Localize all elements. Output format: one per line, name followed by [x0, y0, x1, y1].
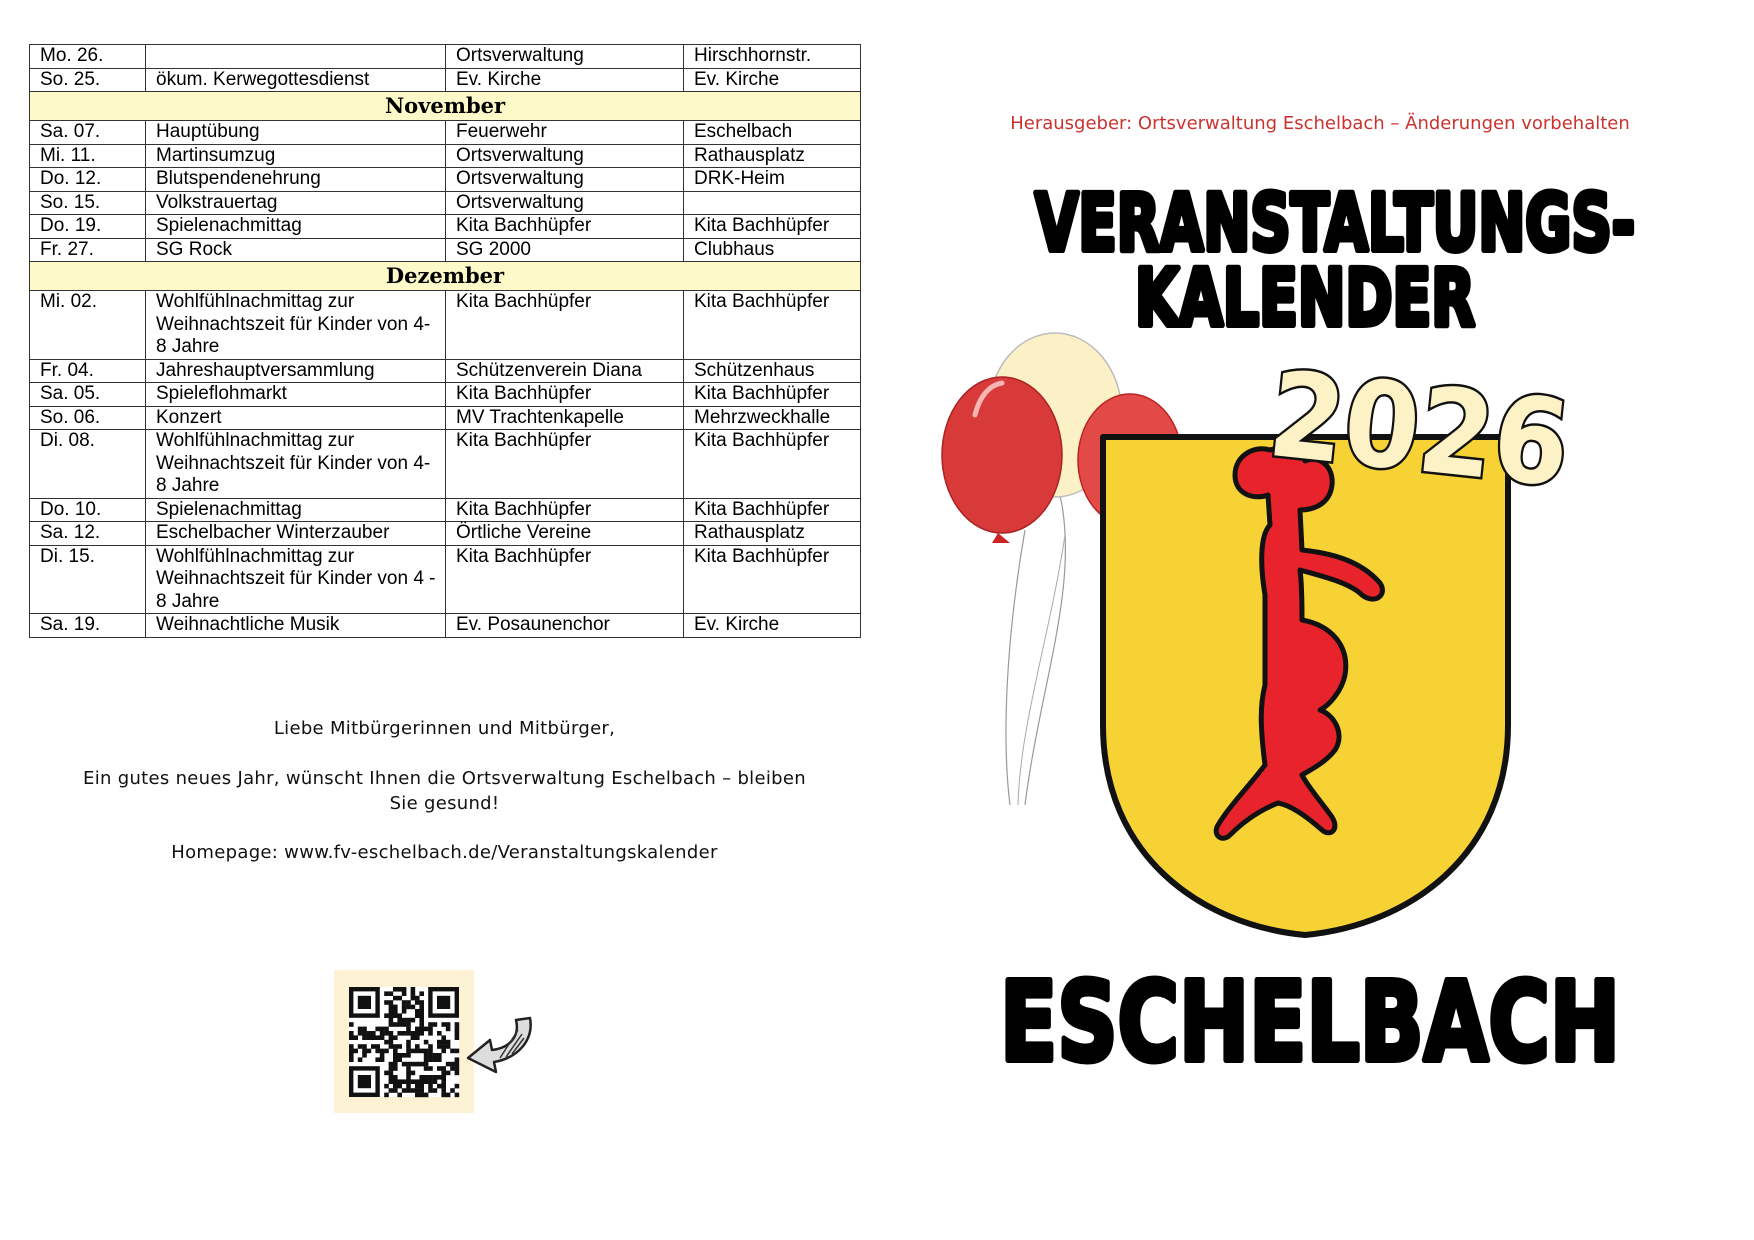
- publisher-note: Herausgeber: Ortsverwaltung Eschelbach – Änderungen vorbehalten: [1010, 113, 1630, 134]
- event-row: [30, 614, 861, 638]
- event-row: [30, 545, 861, 614]
- event-organizer-cell: Ortsverwaltung: [446, 168, 684, 192]
- event-date-cell: Do. 19.: [30, 215, 146, 239]
- event-event-cell: Blutspendenehrung: [146, 168, 446, 192]
- event-row: [30, 430, 861, 499]
- event-organizer-cell: SG 2000: [446, 238, 684, 262]
- event-location-cell: Ev. Kirche: [684, 68, 861, 92]
- month-label: Dezember: [30, 262, 861, 291]
- event-location-cell: Kita Bachhüpfer: [684, 498, 861, 522]
- event-location-cell: Rathausplatz: [684, 522, 861, 546]
- event-event-cell: Volkstrauertag: [146, 191, 446, 215]
- event-date-cell: Sa. 12.: [30, 522, 146, 546]
- event-row: [30, 291, 861, 360]
- event-row: [30, 215, 861, 239]
- event-location-cell: Rathausplatz: [684, 144, 861, 168]
- event-location-cell: Ev. Kirche: [684, 614, 861, 638]
- event-row: [30, 68, 861, 92]
- event-event-cell: SG Rock: [146, 238, 446, 262]
- event-event-cell: Wohlfühlnachmittag zur Weihnachtszeit für Kinder von 4- 8 Jahre: [146, 291, 446, 360]
- event-organizer-cell: Ortsverwaltung: [446, 144, 684, 168]
- coat-of-arms: [1103, 437, 1508, 935]
- greeting-wish: Ein gutes neues Jahr, wünscht Ihnen die Ortsverwaltung Eschelbach – bleiben Sie gesund!: [83, 768, 806, 814]
- event-row: [30, 359, 861, 383]
- qr-code-panel: [334, 970, 474, 1113]
- event-date-cell: Mi. 02.: [30, 291, 146, 360]
- event-organizer-cell: Feuerwehr: [446, 121, 684, 145]
- event-location-cell: Kita Bachhüpfer: [684, 430, 861, 499]
- event-row: [30, 406, 861, 430]
- event-location-cell: Eschelbach: [684, 121, 861, 145]
- event-row: [30, 144, 861, 168]
- event-date-cell: So. 06.: [30, 406, 146, 430]
- event-organizer-cell: Ortsverwaltung: [446, 191, 684, 215]
- cover-year: 2026: [1262, 344, 1604, 517]
- event-location-cell: Kita Bachhüpfer: [684, 545, 861, 614]
- event-date-cell: Di. 08.: [30, 430, 146, 499]
- cover-town-name: ESCHELBACH: [1000, 958, 1620, 1086]
- event-location-cell: Kita Bachhüpfer: [684, 215, 861, 239]
- curved-arrow-icon: [460, 1010, 540, 1085]
- event-organizer-cell: Schützenverein Diana: [446, 359, 684, 383]
- event-date-cell: So. 25.: [30, 68, 146, 92]
- event-row: [30, 191, 861, 215]
- cover-title-line1: VERANSTALTUNGS-: [1035, 179, 1635, 269]
- qr-code-icon[interactable]: [349, 987, 459, 1097]
- event-organizer-cell: Kita Bachhüpfer: [446, 545, 684, 614]
- event-organizer-cell: Örtliche Vereine: [446, 522, 684, 546]
- event-location-cell: DRK-Heim: [684, 168, 861, 192]
- event-organizer-cell: Ev. Kirche: [446, 68, 684, 92]
- event-organizer-cell: Ortsverwaltung: [446, 45, 684, 69]
- event-date-cell: Mo. 26.: [30, 45, 146, 69]
- month-label: November: [30, 92, 861, 121]
- event-row: [30, 168, 861, 192]
- event-organizer-cell: Kita Bachhüpfer: [446, 498, 684, 522]
- event-event-cell: [146, 45, 446, 69]
- event-date-cell: So. 15.: [30, 191, 146, 215]
- event-event-cell: Hauptübung: [146, 121, 446, 145]
- event-organizer-cell: Kita Bachhüpfer: [446, 430, 684, 499]
- event-event-cell: Konzert: [146, 406, 446, 430]
- event-date-cell: Fr. 04.: [30, 359, 146, 383]
- cover-title-line2: KALENDER: [1135, 254, 1475, 344]
- event-event-cell: Weihnachtliche Musik: [146, 614, 446, 638]
- event-date-cell: Mi. 11.: [30, 144, 146, 168]
- event-organizer-cell: Kita Bachhüpfer: [446, 215, 684, 239]
- events-table: [29, 44, 861, 638]
- event-event-cell: Jahreshauptversammlung: [146, 359, 446, 383]
- event-date-cell: Sa. 05.: [30, 383, 146, 407]
- month-header: [30, 262, 861, 291]
- event-event-cell: Martinsumzug: [146, 144, 446, 168]
- event-row: [30, 121, 861, 145]
- event-row: [30, 498, 861, 522]
- event-event-cell: Wohlfühlnachmittag zur Weihnachtszeit für Kinder von 4 - 8 Jahre: [146, 545, 446, 614]
- event-event-cell: Spieleflohmarkt: [146, 383, 446, 407]
- month-header: [30, 92, 861, 121]
- event-location-cell: Schützenhaus: [684, 359, 861, 383]
- greeting-salutation: Liebe Mitbürgerinnen und Mitbürger,: [273, 718, 616, 739]
- event-organizer-cell: MV Trachtenkapelle: [446, 406, 684, 430]
- event-organizer-cell: Ev. Posaunenchor: [446, 614, 684, 638]
- event-row: [30, 45, 861, 69]
- event-location-cell: Clubhaus: [684, 238, 861, 262]
- event-row: [30, 238, 861, 262]
- event-location-cell: [684, 191, 861, 215]
- event-date-cell: Do. 12.: [30, 168, 146, 192]
- event-date-cell: Do. 10.: [30, 498, 146, 522]
- cover-artwork: [930, 165, 1690, 1095]
- event-date-cell: Sa. 19.: [30, 614, 146, 638]
- event-date-cell: Sa. 07.: [30, 121, 146, 145]
- event-event-cell: Wohlfühlnachmittag zur Weihnachtszeit für Kinder von 4- 8 Jahre: [146, 430, 446, 499]
- event-organizer-cell: Kita Bachhüpfer: [446, 291, 684, 360]
- event-row: [30, 522, 861, 546]
- event-location-cell: Kita Bachhüpfer: [684, 383, 861, 407]
- homepage-link[interactable]: Homepage: www.fv-eschelbach.de/Veranstaltungskalender: [171, 842, 718, 863]
- event-event-cell: Spielenachmittag: [146, 498, 446, 522]
- event-event-cell: Eschelbacher Winterzauber: [146, 522, 446, 546]
- event-location-cell: Hirschhornstr.: [684, 45, 861, 69]
- event-location-cell: Mehrzweckhalle: [684, 406, 861, 430]
- event-date-cell: Di. 15.: [30, 545, 146, 614]
- event-event-cell: Spielenachmittag: [146, 215, 446, 239]
- event-row: [30, 383, 861, 407]
- event-organizer-cell: Kita Bachhüpfer: [446, 383, 684, 407]
- event-date-cell: Fr. 27.: [30, 238, 146, 262]
- event-location-cell: Kita Bachhüpfer: [684, 291, 861, 360]
- event-event-cell: ökum. Kerwegottesdienst: [146, 68, 446, 92]
